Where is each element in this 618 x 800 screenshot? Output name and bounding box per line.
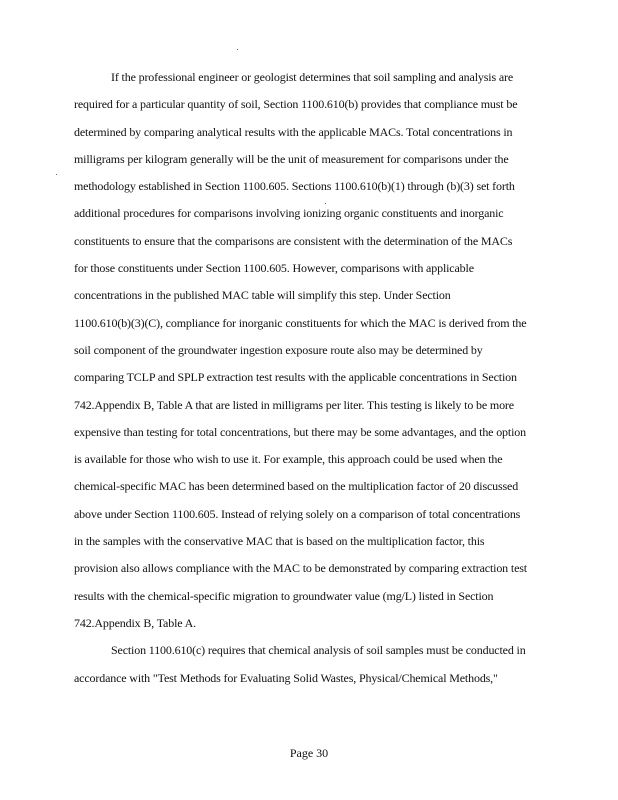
text-line: comparing TCLP and SPLP extraction test results with the applicable concentrations in Section bbox=[74, 370, 517, 385]
text-line: 742.Appendix B, Table A that are listed in milligrams per liter. This testing is likely to be more bbox=[74, 397, 514, 412]
text-line: If the professional engineer or geologist determines that soil sampling and analysis are bbox=[111, 70, 514, 84]
text-line: 1100.610(b)(3)(C), compliance for inorganic constituents for which the MAC is derived from the bbox=[74, 315, 527, 330]
text-line: accordance with "Test Methods for Evaluating Solid Wastes, Physical/Chemical Methods," bbox=[74, 670, 498, 685]
body-text bbox=[74, 64, 544, 692]
text-line: provision also allows compliance with the MAC to be demonstrated by comparing extraction test bbox=[74, 561, 527, 576]
text-line: soil component of the groundwater ingestion exposure route also may be determined by bbox=[74, 342, 483, 357]
text-line: is available for those who wish to use it. For example, this approach could be used when the bbox=[74, 452, 503, 467]
text-line: 742.Appendix B, Table A. bbox=[74, 615, 196, 630]
text-line: for those constituents under Section 1100.605. However, comparisons with applicable bbox=[74, 261, 474, 276]
text-line: milligrams per kilogram generally will be the unit of measurement for comparisons under the bbox=[74, 151, 509, 166]
text-line: concentrations in the published MAC table will simplify this step. Under Section bbox=[74, 288, 451, 303]
text-line: above under Section 1100.605. Instead of relying solely on a comparison of total concentrations bbox=[74, 506, 521, 521]
text-line: constituents to ensure that the comparisons are consistent with the determination of the MACs bbox=[74, 233, 513, 248]
text-line: required for a particular quantity of soil, Section 1100.610(b) provides that compliance must be bbox=[74, 97, 518, 112]
text-line: in the samples with the conservative MAC that is based on the multiplication factor, this bbox=[74, 534, 485, 549]
text-line: determined by comparing analytical results with the applicable MACs. Total concentrations in bbox=[74, 124, 513, 139]
text-line: expensive than testing for total concentrations, but there may be some advantages, and the option bbox=[74, 424, 526, 439]
text-line: chemical-specific MAC has been determined based on the multiplication factor of 20 discussed bbox=[74, 479, 519, 494]
text-line: Section 1100.610(c) requires that chemical analysis of soil samples must be conducted in bbox=[111, 643, 526, 658]
scan-speck bbox=[56, 174, 57, 175]
text-line: results with the chemical-specific migration to groundwater value (mg/L) listed in Section bbox=[74, 588, 494, 603]
text-line: methodology established in Section 1100.605. Sections 1100.610(b)(1) through (b)(3) set forth bbox=[74, 179, 515, 194]
text-line: additional procedures for comparisons involving ionizing organic constituents and inorganic bbox=[74, 206, 504, 221]
scan-speck bbox=[237, 49, 238, 50]
page-number: Page 30 bbox=[289, 746, 329, 760]
